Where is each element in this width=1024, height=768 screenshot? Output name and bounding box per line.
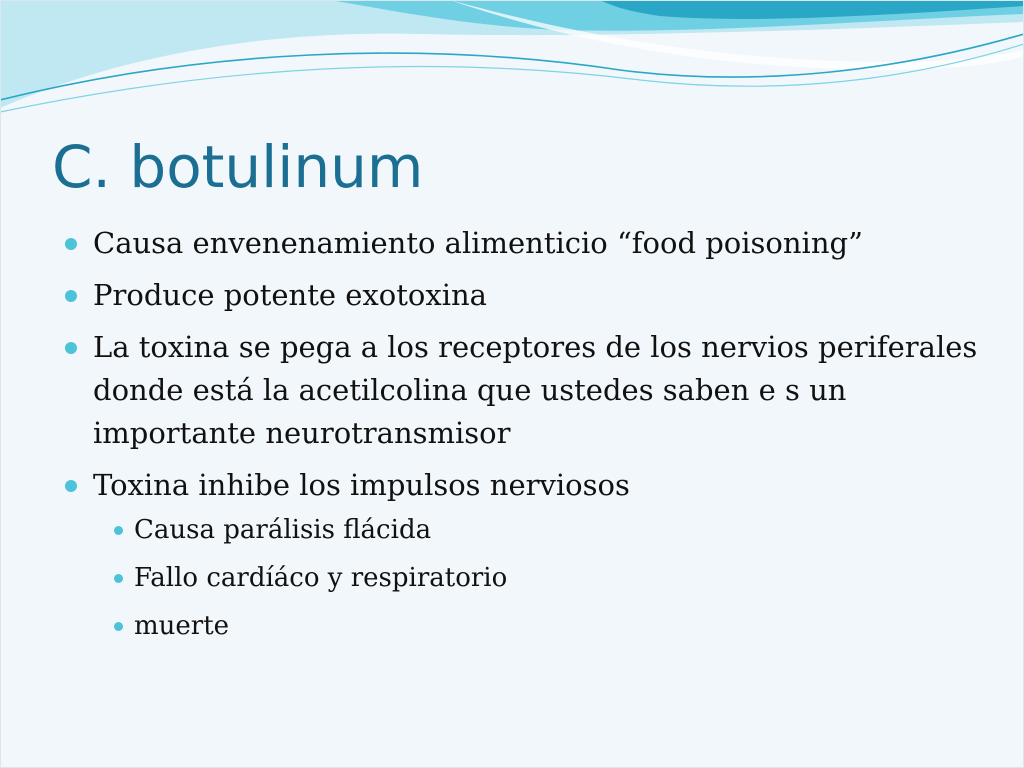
sub-bullet-dot-icon (114, 574, 123, 583)
bullet-list (62, 222, 982, 645)
sub-bullet-item (93, 511, 982, 549)
bullet-text: Causa envenenamiento alimenticio “food poisoning” (93, 226, 863, 260)
bullet-item (62, 464, 982, 645)
bullet-dot-icon (65, 480, 77, 492)
bullet-text: Produce potente exotoxina (93, 278, 487, 312)
sub-bullet-text: muerte (134, 611, 230, 641)
bullet-dot-icon (65, 290, 77, 302)
sub-bullet-list (93, 511, 982, 645)
slide-content (62, 222, 982, 655)
sub-bullet-dot-icon (114, 526, 123, 535)
bullet-item (62, 274, 982, 317)
bullet-item (62, 326, 982, 455)
bullet-dot-icon (65, 342, 77, 354)
sub-bullet-item (93, 607, 982, 645)
slide-title: C. botulinum (52, 133, 424, 201)
bullet-text: Toxina inhibe los impulsos nerviosos (93, 468, 630, 502)
bullet-dot-icon (65, 238, 77, 250)
sub-bullet-text: Fallo cardíáco y respiratorio (134, 563, 508, 593)
sub-bullet-item (93, 559, 982, 597)
bullet-item (62, 222, 982, 265)
bullet-text: La toxina se pega a los receptores de los nervios periferales donde está la acetilcolina que ustedes saben e s un importante neurotransmisor (93, 330, 978, 450)
sub-bullet-text: Causa parálisis flácida (134, 515, 432, 545)
sub-bullet-dot-icon (114, 622, 123, 631)
header-swoosh-decoration (0, 0, 1024, 120)
